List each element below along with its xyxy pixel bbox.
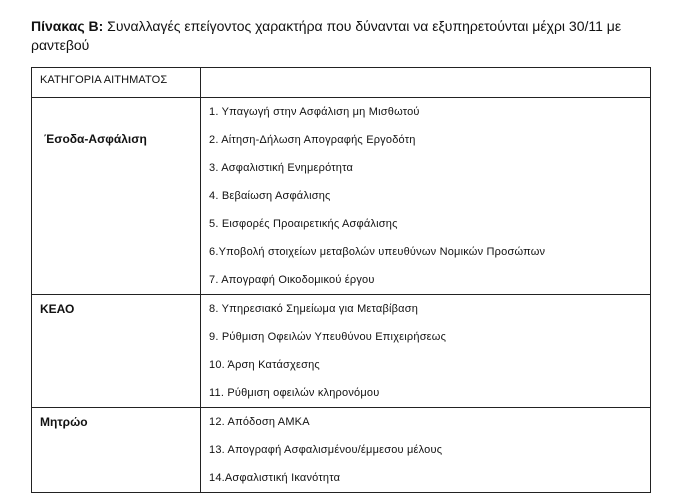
list-item: 11. Ρύθμιση οφειλών κληρονόμου: [209, 387, 380, 399]
list-item: 9. Ρύθμιση Οφειλών Υπευθύνου Επιχειρήσεως: [209, 331, 447, 343]
list-item: 4. Βεβαίωση Ασφάλισης: [209, 190, 331, 202]
header-transactions: [201, 68, 651, 98]
list-item: 1. Υπαγωγή στην Ασφάλιση μη Μισθωτού: [209, 106, 420, 118]
table-row: [32, 98, 651, 295]
caption-label: Πίνακας Β:: [31, 18, 104, 34]
category-cell: [32, 408, 201, 493]
table-row: [32, 408, 651, 493]
items-cell: [201, 408, 651, 493]
transaction-list: [201, 408, 650, 492]
list-item: 3. Ασφαλιστική Ενημερότητα: [209, 162, 354, 174]
header-category: ΚΑΤΗΓΟΡΙΑ ΑΙΤΗΜΑΤΟΣ: [32, 68, 201, 98]
table-header-row: [32, 68, 651, 98]
items-cell: [201, 295, 651, 408]
list-item: 12. Απόδοση ΑΜΚΑ: [209, 416, 310, 428]
caption-text: Συναλλαγές επείγοντος χαρακτήρα που δύνανται να εξυπηρετούνται μέχρι 30/11 με ραντεβού: [31, 18, 622, 53]
list-item: 13. Απογραφή Ασφαλισμένου/έμμεσου μέλους: [209, 444, 443, 456]
list-item: 2. Αίτηση-Δήλωση Απογραφής Εργοδότη: [209, 134, 416, 146]
category-insurance: Έσοδα-Ασφάλιση: [44, 132, 147, 146]
requests-table: [31, 67, 651, 493]
list-item: 7. Απογραφή Οικοδομικού έργου: [209, 274, 375, 286]
category-cell: [32, 98, 201, 295]
table-caption: [31, 17, 651, 55]
category-keao: ΚΕΑΟ: [40, 302, 75, 316]
list-item: 10. Άρση Κατάσχεσης: [209, 359, 320, 371]
items-cell: [201, 98, 651, 295]
category-registry: Μητρώο: [40, 415, 88, 429]
list-item: 5. Εισφορές Προαιρετικής Ασφάλισης: [209, 218, 398, 230]
list-item: 6.Υποβολή στοιχείων μεταβολών υπευθύνων Νομικών Προσώπων: [209, 246, 546, 258]
transaction-list: [201, 98, 650, 294]
transaction-list: [201, 295, 650, 407]
list-item: 8. Υπηρεσιακό Σημείωμα για Μεταβίβαση: [209, 303, 419, 315]
list-item: 14.Ασφαλιστική Ικανότητα: [209, 472, 341, 484]
table-row: [32, 295, 651, 408]
category-cell: [32, 295, 201, 408]
